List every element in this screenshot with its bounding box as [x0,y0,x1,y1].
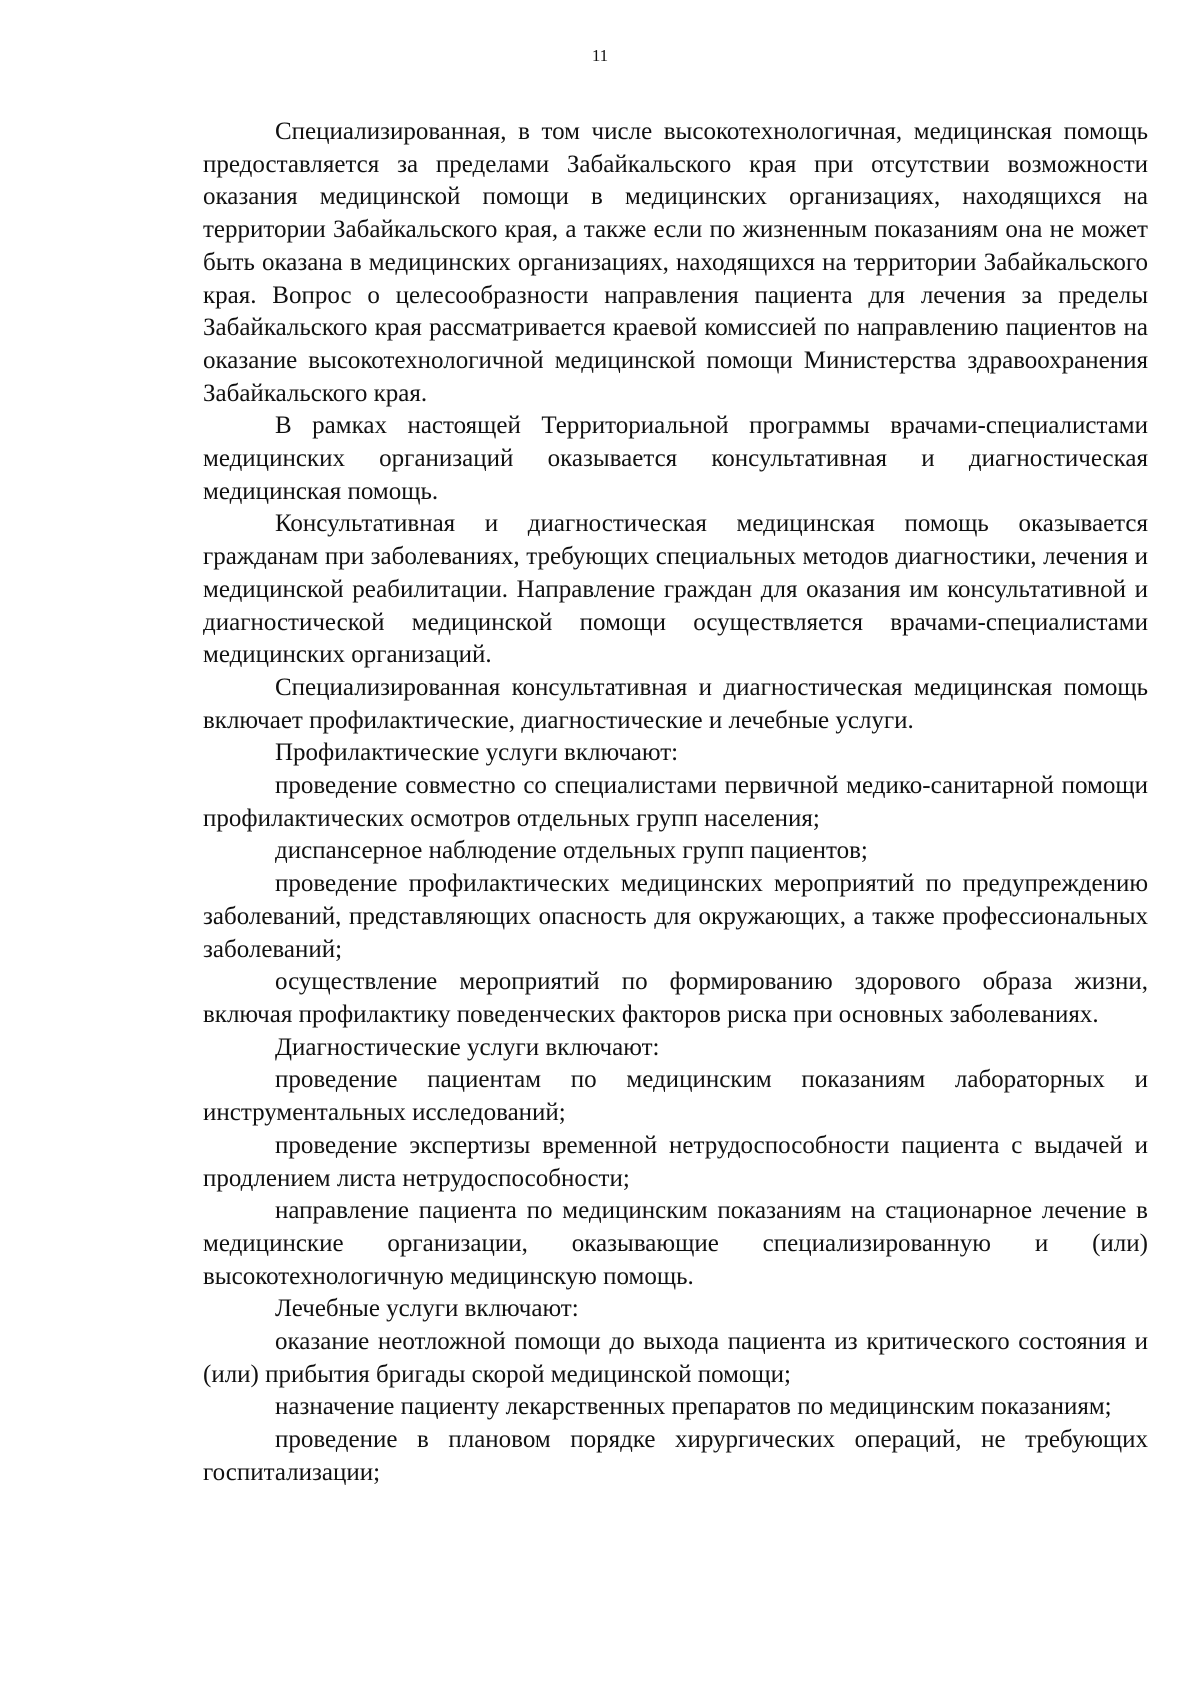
section-heading: Профилактические услуги включают: [275,739,679,767]
list-item: проведение в плановом порядке хирургических операций, не требующих госпитализации; [203,1426,1148,1486]
list-item: осуществление мероприятий по формированию здорового образа жизни, включая профилактику поведенческих факторов риска при основных заболеваниях. [203,968,1148,1028]
list-item: проведение профилактических медицинских мероприятий по предупреждению заболеваний, представляющих опасность для окружающих, а также профессиональных заболеваний; [203,870,1148,963]
page-number: 11 [591,46,609,65]
list-item: назначение пациенту лекарственных препаратов по медицинским показаниям; [275,1393,1112,1421]
section-heading: Диагностические услуги включают: [275,1033,660,1061]
paragraph: Специализированная, в том числе высокотехнологичная, медицинская помощь предоставляется за пределами Забайкальского края при отсутствии возможности оказания медицинской помощи в медицинских организациях, находящихся на территории Забайкальского края, а также если по жизненным показаниям она не может быть оказана в медицинских организациях, находящихся на территории Забайкальского края. Вопрос о целесообразности направления пациента для лечения за пределы Забайкальского края рассматривается краевой комиссией по направлению пациентов на оказание высокотехнологичной медицинской помощи Министерства здравоохранения Забайкальского края. [203,118,1148,407]
paragraph: Консультативная и диагностическая медицинская помощь оказывается гражданам при заболеваниях, требующих специальных методов диагностики, лечения и медицинской реабилитации. Направление граждан для оказания им консультативной и диагностической медицинской помощи осуществляется врачами-специалистами медицинских организаций. [203,510,1148,669]
list-item: проведение совместно со специалистами первичной медико-санитарной помощи профилактических осмотров отдельных групп населения; [203,772,1148,832]
list-item: проведение экспертизы временной нетрудоспособности пациента с выдачей и продлением листа нетрудоспособности; [203,1131,1148,1192]
list-item: проведение пациентам по медицинским показаниям лабораторных и инструментальных исследований; [203,1066,1148,1127]
document-body [203,116,1148,1490]
list-item: оказание неотложной помощи до выхода пациента из критического состояния и (или) прибытия бригады скорой медицинской помощи; [203,1328,1148,1388]
paragraph: Специализированная консультативная и диагностическая медицинская помощь включает профилактические, диагностические и лечебные услуги. [203,673,1148,734]
list-item: диспансерное наблюдение отдельных групп пациентов; [275,837,868,865]
list-item: направление пациента по медицинским показаниям на стационарное лечение в медицинские организации, оказывающие специализированную и (или) высокотехнологичную медицинскую помощь. [203,1197,1148,1290]
paragraph: В рамках настоящей Территориальной программы врачами-специалистами медицинских организаций оказывается консультативная и диагностическая медицинская помощь. [203,412,1148,505]
section-heading: Лечебные услуги включают: [275,1295,579,1323]
